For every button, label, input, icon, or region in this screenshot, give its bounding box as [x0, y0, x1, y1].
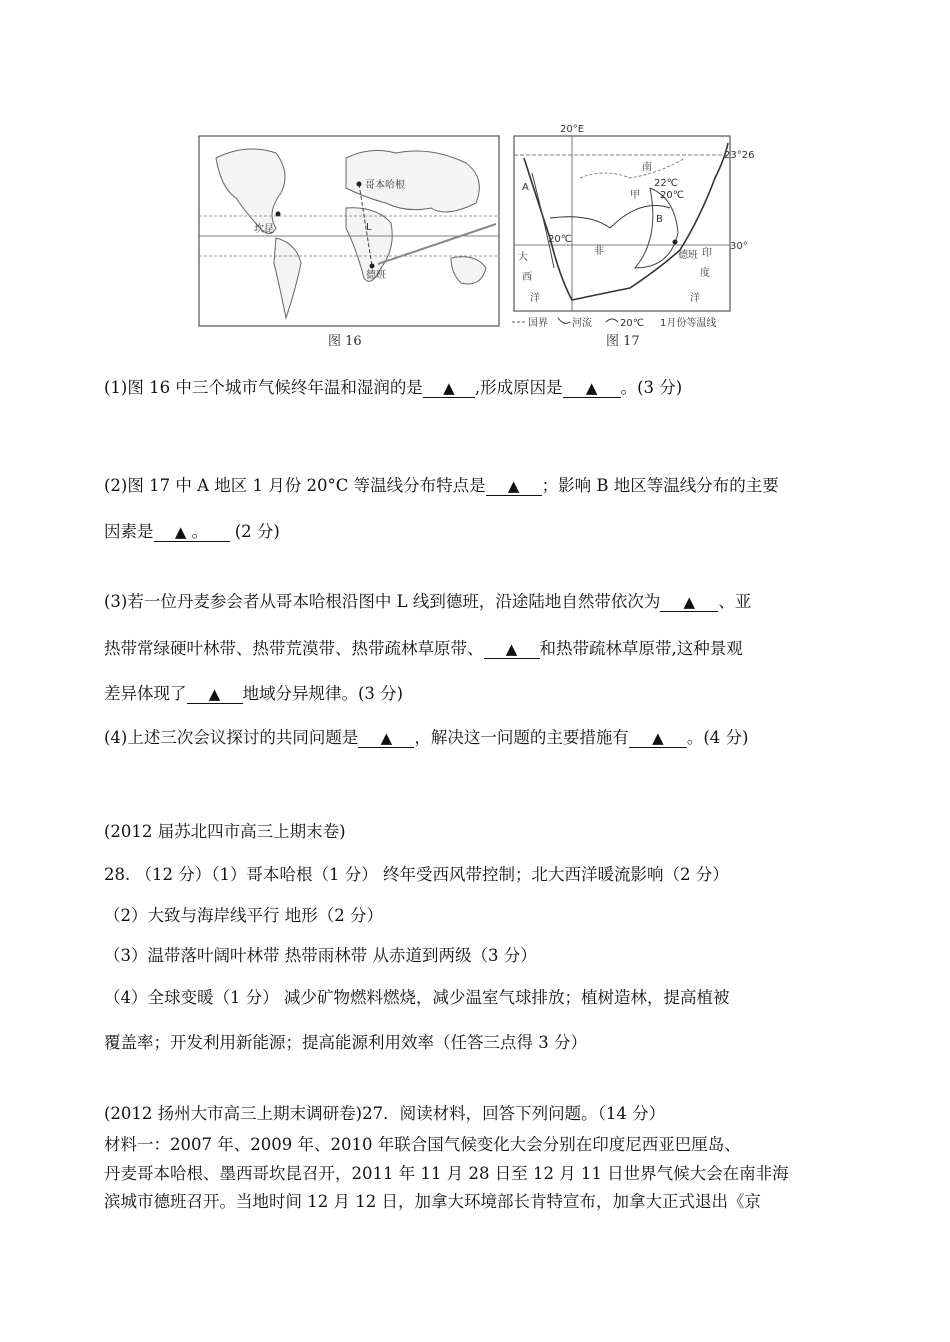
- label-durban: 德班: [366, 270, 386, 281]
- copenhagen-marker: [357, 182, 362, 187]
- answer-blank[interactable]: ▲: [563, 379, 621, 398]
- answer-blank[interactable]: ▲: [187, 685, 243, 704]
- answer-blank[interactable]: ▲: [358, 729, 414, 748]
- label-lat-30: 30°: [730, 241, 748, 252]
- legend-river: 河流: [572, 318, 592, 329]
- next-paragraph-1: 材料一：2007 年、2009 年、2010 年联合国气候变化大会分别在印度尼西亚巴厘岛、: [104, 1135, 741, 1154]
- answer-line-1: 28. （12 分）（1）哥本哈根（1 分） 终年受西风带控制；北大西洋暖流影响（2 分）: [104, 865, 729, 884]
- durban-marker: [370, 264, 375, 269]
- answers-source: (2012 届苏北四市高三上期末卷): [104, 822, 346, 841]
- durban-marker-17: [673, 240, 678, 245]
- label-iso20b: 20℃: [548, 234, 572, 245]
- label-indian-1: 印: [702, 248, 712, 259]
- cancun-marker: [276, 212, 281, 217]
- question-3-line-3: 差异体现了 ▲ 地域分异规律。(3 分): [104, 684, 404, 703]
- question-3-line-2: 热带常绿硬叶林带、热带荒漠带、热带疏林草原带、 ▲ 和热带疏林草原带,这种景观: [104, 639, 743, 658]
- label-atlantic-1: 大: [518, 252, 528, 263]
- question-2-line-2: 因素是 ▲ 。 (2 分): [104, 522, 280, 541]
- legend-border: 国界: [528, 318, 548, 329]
- answer-blank[interactable]: ▲: [484, 640, 540, 659]
- label-atlantic-3: 洋: [530, 293, 540, 304]
- label-indian-3: 洋: [690, 293, 700, 304]
- label-durban-17: 德班: [678, 250, 698, 261]
- label-line-l: L: [366, 222, 372, 233]
- label-iso20a: 20℃: [660, 190, 684, 201]
- answer-blank[interactable]: ▲: [660, 593, 718, 612]
- label-africa: 非: [594, 246, 604, 257]
- label-lon: 20°E: [560, 124, 585, 135]
- label-indian-2: 度: [700, 268, 710, 279]
- label-b: B: [656, 214, 663, 225]
- question-2-line-1: (2)图 17 中 A 地区 1 月份 20°C 等温线分布特点是 ▲ ；影响 B 地区等温线分布的主要: [104, 476, 779, 495]
- next-paragraph-3: 滨城市德班召开。当地时间 12 月 12 日，加拿大环境部长肯特宣布，加拿大正式退出《京: [104, 1192, 761, 1211]
- answer-blank[interactable]: ▲: [486, 477, 542, 496]
- question-3-line-1: (3)若一位丹麦参会者从哥本哈根沿图中 L 线到德班，沿途陆地自然带依次为 ▲ 、亚: [104, 592, 752, 611]
- question-4: (4)上述三次会议探讨的共同问题是 ▲ ，解决这一问题的主要措施有 ▲ 。(4 分): [104, 728, 749, 747]
- label-south: 南: [642, 162, 652, 173]
- answer-line-4: （4）全球变暖（1 分） 减少矿物燃料燃烧，减少温室气球排放；植树造林，提高植被: [104, 988, 730, 1007]
- question-1: (1)图 16 中三个城市气候终年温和湿润的是 ▲ ,形成原因是 ▲ 。(3 分): [104, 378, 683, 397]
- answer-blank[interactable]: ▲: [423, 379, 475, 398]
- label-iso22: 22℃: [654, 178, 678, 189]
- label-lat-top: 23°26: [724, 150, 755, 161]
- next-paragraph-2: 丹麦哥本哈根、墨西哥坎昆召开，2011 年 11 月 28 日至 12 月 11 日世界气候大会在南非海: [104, 1164, 789, 1183]
- legend-isotherm: 1月份等温线: [660, 318, 717, 329]
- label-atlantic-2: 西: [522, 272, 532, 283]
- legend-isotherm-val: 20℃: [620, 318, 644, 329]
- figure-16: [196, 118, 502, 348]
- answer-line-2: （2）大致与海岸线平行 地形（2 分）: [104, 906, 383, 925]
- next-question-header: (2012 扬州大市高三上期末调研卷)27．阅读材料，回答下列问题。（14 分）: [104, 1104, 666, 1123]
- label-a: A: [522, 182, 529, 193]
- figure-16-caption: 图 16: [328, 334, 362, 349]
- figure-17-caption: 图 17: [606, 334, 640, 349]
- answer-line-3: （3）温带落叶阔叶林带 热带雨林带 从赤道到两级（3 分）: [104, 946, 537, 965]
- label-copenhagen: 哥本哈根: [365, 180, 405, 191]
- label-cancun: 坎昆: [254, 224, 274, 235]
- answer-blank[interactable]: ▲ 。: [154, 523, 230, 542]
- answer-blank[interactable]: ▲: [629, 729, 687, 748]
- figure-17: [510, 118, 760, 330]
- label-jia: 甲: [630, 190, 640, 201]
- answer-line-5: 覆盖率；开发利用新能源；提高能源利用效率（任答三点得 3 分）: [104, 1033, 587, 1052]
